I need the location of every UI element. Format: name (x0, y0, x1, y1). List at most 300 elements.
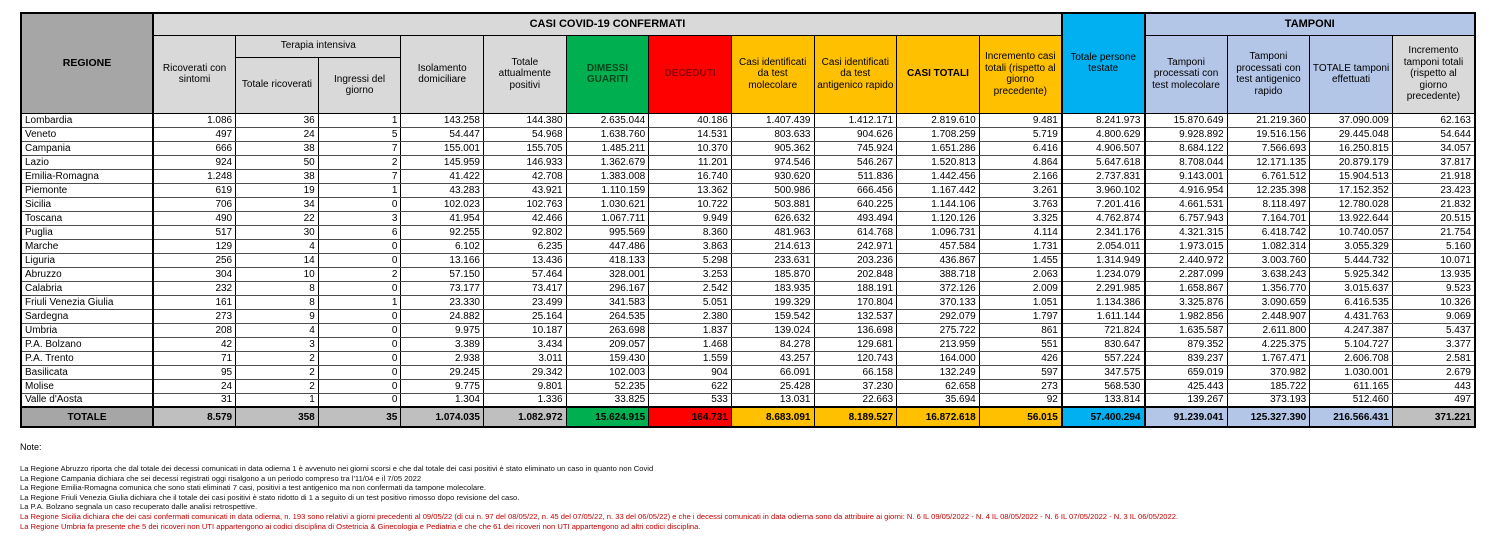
header-casi-test-antigenico: Casi identificati da test antigenico rapido (814, 35, 897, 113)
cell: 5 (318, 127, 401, 141)
cell: 546.267 (814, 155, 897, 169)
table-row (21, 127, 1475, 141)
region-name: Marche (21, 239, 153, 253)
cell: 9.775 (401, 379, 484, 393)
cell: 557.224 (1062, 351, 1145, 365)
cell: 8.118.497 (1227, 197, 1310, 211)
cell: 2.287.099 (1145, 267, 1228, 281)
cell: 974.546 (731, 155, 814, 169)
cell: 0 (318, 281, 401, 295)
cell: 533 (649, 393, 732, 407)
cell: 24 (153, 379, 236, 393)
cell: 597 (979, 365, 1062, 379)
cell: 35.694 (897, 393, 980, 407)
cell: 159.542 (731, 309, 814, 323)
table-row (21, 379, 1475, 393)
cell: 170.804 (814, 295, 897, 309)
cell: 155.705 (484, 141, 567, 155)
cell: 23.330 (401, 295, 484, 309)
cell: 4.906.507 (1062, 141, 1145, 155)
region-name: Sicilia (21, 197, 153, 211)
cell: 34 (236, 197, 319, 211)
cell: 861 (979, 323, 1062, 337)
cell: 13.362 (649, 183, 732, 197)
cell: 73.177 (401, 281, 484, 295)
cell: 6.235 (484, 239, 567, 253)
cell: 503.881 (731, 197, 814, 211)
cell: 54.447 (401, 127, 484, 141)
cell: 132.249 (897, 365, 980, 379)
region-name: Lombardia (21, 113, 153, 127)
table-row (21, 281, 1475, 295)
cell: 71 (153, 351, 236, 365)
cell: 7.201.416 (1062, 197, 1145, 211)
cell: 13.436 (484, 253, 567, 267)
cell: 24 (236, 127, 319, 141)
cell: 500.986 (731, 183, 814, 197)
header-band-casi-confermati: CASI COVID-19 CONFERMATI (153, 13, 1062, 35)
cell: 66.091 (731, 365, 814, 379)
cell: 0 (318, 351, 401, 365)
cell: 1.708.259 (897, 127, 980, 141)
cell: 21.219.360 (1227, 113, 1310, 127)
cell: 3 (236, 337, 319, 351)
cell: 5.444.732 (1310, 253, 1393, 267)
note-line: La Regione Campania dichiara che sei decessi registrati oggi risalgono a un periodo compreso tra l'11/04 e il 7/05 2022 (20, 473, 422, 483)
cell: 666 (153, 141, 236, 155)
table-row (21, 323, 1475, 337)
cell: 14.531 (649, 127, 732, 141)
cell: 35 (318, 407, 401, 427)
cell: 202.848 (814, 267, 897, 281)
cell: 57.150 (401, 267, 484, 281)
cell: 62.163 (1392, 113, 1475, 127)
covid-regions-table (20, 12, 1476, 428)
cell: 803.633 (731, 127, 814, 141)
cell: 436.867 (897, 253, 980, 267)
cell: 3.638.243 (1227, 267, 1310, 281)
cell: 20.515 (1392, 211, 1475, 225)
note-line: La Regione Sicilia dichiara che dei casi confermati comunicati in data odierna, n. 193 sono relativi a giorni precedenti al 09/05/22 (di cui n. 97 del 08/05/22, n. 45 del 07/05/22, n. 33 del 06/05/22) e che i decessi comunicati in data odierna sono da attribuire ai giorni: N. 6 IL 09/05/2022 - N. 4 IL 08/05/2022 - N. 6 IL 07/05/2022 - N. 3 IL 06/05/2022. (20, 511, 1179, 521)
cell: 622 (649, 379, 732, 393)
cell: 256 (153, 253, 236, 267)
cell: 139.024 (731, 323, 814, 337)
cell: 4.321.315 (1145, 225, 1228, 239)
cell: 1.407.439 (731, 113, 814, 127)
cell: 6.102 (401, 239, 484, 253)
header-ricoverati-con-sintomi: Ricoverati con sintomi (153, 35, 236, 113)
cell: 15.870.649 (1145, 113, 1228, 127)
region-name: Piemonte (21, 183, 153, 197)
cell: 839.237 (1145, 351, 1228, 365)
cell: 273 (153, 309, 236, 323)
cell: 41.954 (401, 211, 484, 225)
cell: 62.658 (897, 379, 980, 393)
cell: 185.722 (1227, 379, 1310, 393)
cell: 16.872.618 (897, 407, 980, 427)
cell: 203.236 (814, 253, 897, 267)
cell: 8.684.122 (1145, 141, 1228, 155)
cell: 304 (153, 267, 236, 281)
cell: 6.416.535 (1310, 295, 1393, 309)
cell: 1.082.314 (1227, 239, 1310, 253)
cell: 372.126 (897, 281, 980, 295)
header-casi-totali: CASI TOTALI (897, 35, 980, 113)
cell: 388.718 (897, 267, 980, 281)
cell: 8.708.044 (1145, 155, 1228, 169)
cell: 4 (236, 239, 319, 253)
cell: 0 (318, 197, 401, 211)
region-name: Molise (21, 379, 153, 393)
cell: 43.921 (484, 183, 567, 197)
cell: 42 (153, 337, 236, 351)
cell: 31 (153, 393, 236, 407)
cell: 233.631 (731, 253, 814, 267)
cell: 1.485.211 (566, 141, 649, 155)
cell: 136.698 (814, 323, 897, 337)
cell: 512.460 (1310, 393, 1393, 407)
cell: 10.187 (484, 323, 567, 337)
cell: 5.051 (649, 295, 732, 309)
header-deceduti: DECEDUTI (649, 35, 732, 113)
cell: 1.082.972 (484, 407, 567, 427)
cell: 0 (318, 337, 401, 351)
cell: 1.030.621 (566, 197, 649, 211)
cell: 34.057 (1392, 141, 1475, 155)
cell: 447.486 (566, 239, 649, 253)
region-name: Valle d'Aosta (21, 393, 153, 407)
cell: 2 (236, 379, 319, 393)
cell: 1.468 (649, 337, 732, 351)
cell: 640.225 (814, 197, 897, 211)
cell: 1.134.386 (1062, 295, 1145, 309)
cell: 42.708 (484, 169, 567, 183)
cell: 706 (153, 197, 236, 211)
cell: 38 (236, 141, 319, 155)
cell: 3.377 (1392, 337, 1475, 351)
cell: 995.569 (566, 225, 649, 239)
cell: 370.982 (1227, 365, 1310, 379)
header-casi-test-molecolare: Casi identificati da test molecolare (731, 35, 814, 113)
cell: 4.661.531 (1145, 197, 1228, 211)
cell: 1.304 (401, 393, 484, 407)
cell: 4.800.629 (1062, 127, 1145, 141)
header-totale-persone-testate: Totale persone testate (1062, 13, 1145, 113)
cell: 3.011 (484, 351, 567, 365)
cell: 5.298 (649, 253, 732, 267)
cell: 614.768 (814, 225, 897, 239)
cell: 1.982.856 (1145, 309, 1228, 323)
cell: 155.001 (401, 141, 484, 155)
cell: 9 (236, 309, 319, 323)
cell: 25.164 (484, 309, 567, 323)
table-row (21, 197, 1475, 211)
cell: 29.445.048 (1310, 127, 1393, 141)
cell: 188.191 (814, 281, 897, 295)
cell: 1.797 (979, 309, 1062, 323)
cell: 57.400.294 (1062, 407, 1145, 427)
cell: 4.225.375 (1227, 337, 1310, 351)
cell: 2 (236, 351, 319, 365)
region-name: Friuli Venezia Giulia (21, 295, 153, 309)
table-body (21, 113, 1475, 427)
region-name: Umbria (21, 323, 153, 337)
cell: 159.430 (566, 351, 649, 365)
cell: 666.456 (814, 183, 897, 197)
header-band-tamponi: TAMPONI (1145, 13, 1476, 35)
cell: 3.863 (649, 239, 732, 253)
header-terapia-intensiva: Terapia intensiva (236, 35, 401, 57)
cell: 12.171.135 (1227, 155, 1310, 169)
cell: 4.916.954 (1145, 183, 1228, 197)
cell: 2.009 (979, 281, 1062, 295)
cell: 1.234.079 (1062, 267, 1145, 281)
cell: 3.015.637 (1310, 281, 1393, 295)
region-name: Veneto (21, 127, 153, 141)
region-name: Basilicata (21, 365, 153, 379)
cell: 341.583 (566, 295, 649, 309)
notes-title: Note: (20, 442, 42, 452)
cell: 214.613 (731, 239, 814, 253)
cell: 3 (318, 211, 401, 225)
cell: 30 (236, 225, 319, 239)
notes-section (20, 442, 1475, 531)
cell: 7.566.693 (1227, 141, 1310, 155)
cell: 1.051 (979, 295, 1062, 309)
cell: 23.423 (1392, 183, 1475, 197)
cell: 721.824 (1062, 323, 1145, 337)
cell: 19 (236, 183, 319, 197)
header-totale-ricoverati: Totale ricoverati (236, 57, 319, 113)
table-row (21, 267, 1475, 281)
header-regione: REGIONE (21, 13, 153, 113)
cell: 1.731 (979, 239, 1062, 253)
cell: 490 (153, 211, 236, 225)
cell: 66.158 (814, 365, 897, 379)
cell: 264.535 (566, 309, 649, 323)
cell: 129.681 (814, 337, 897, 351)
cell: 13.166 (401, 253, 484, 267)
cell: 7 (318, 169, 401, 183)
cell: 830.647 (1062, 337, 1145, 351)
cell: 3.389 (401, 337, 484, 351)
header-isolamento-domiciliare: Isolamento domiciliare (401, 35, 484, 113)
cell: 9.143.001 (1145, 169, 1228, 183)
cell: 24.882 (401, 309, 484, 323)
cell: 242.971 (814, 239, 897, 253)
cell: 29.342 (484, 365, 567, 379)
cell: 2.635.044 (566, 113, 649, 127)
cell: 25.428 (731, 379, 814, 393)
cell: 5.719 (979, 127, 1062, 141)
cell: 19.516.156 (1227, 127, 1310, 141)
cell: 1.314.949 (1062, 253, 1145, 267)
cell: 930.620 (731, 169, 814, 183)
cell: 9.481 (979, 113, 1062, 127)
header-tamponi-molecolare: Tamponi processati con test molecolare (1145, 35, 1228, 113)
cell: 42.466 (484, 211, 567, 225)
cell: 8.579 (153, 407, 236, 427)
table-row (21, 309, 1475, 323)
cell: 371.221 (1392, 407, 1475, 427)
cell: 2 (236, 365, 319, 379)
region-name: Campania (21, 141, 153, 155)
cell: 481.963 (731, 225, 814, 239)
table-row (21, 239, 1475, 253)
cell: 43.257 (731, 351, 814, 365)
cell: 2.938 (401, 351, 484, 365)
header-ingressi-del-giorno: Ingressi del giorno (318, 57, 401, 113)
cell: 16.250.815 (1310, 141, 1393, 155)
cell: 4.247.387 (1310, 323, 1393, 337)
cell: 10.370 (649, 141, 732, 155)
cell: 54.968 (484, 127, 567, 141)
cell: 4.114 (979, 225, 1062, 239)
cell: 2 (318, 155, 401, 169)
cell: 1.658.867 (1145, 281, 1228, 295)
cell: 129 (153, 239, 236, 253)
cell: 50 (236, 155, 319, 169)
cell: 1.638.760 (566, 127, 649, 141)
cell: 568.530 (1062, 379, 1145, 393)
cell: 143.258 (401, 113, 484, 127)
cell: 1.455 (979, 253, 1062, 267)
cell: 1.973.015 (1145, 239, 1228, 253)
cell: 1.074.035 (401, 407, 484, 427)
cell: 6.416 (979, 141, 1062, 155)
cell: 10.740.057 (1310, 225, 1393, 239)
cell: 95 (153, 365, 236, 379)
cell: 164.731 (649, 407, 732, 427)
cell: 37.090.009 (1310, 113, 1393, 127)
cell: 13.935 (1392, 267, 1475, 281)
cell: 21.918 (1392, 169, 1475, 183)
cell: 1.635.587 (1145, 323, 1228, 337)
cell: 0 (318, 365, 401, 379)
cell: 0 (318, 309, 401, 323)
cell: 56.015 (979, 407, 1062, 427)
note-line: La Regione Emilia-Romagna comunica che sono stati eliminati 7 casi, positivi a test antigenico ma non confermati da tampone molecolare. (20, 483, 486, 493)
table-row (21, 113, 1475, 127)
header-totale-tamponi: TOTALE tamponi effettuati (1310, 35, 1393, 113)
notes-list (20, 464, 1475, 531)
cell: 659.019 (1145, 365, 1228, 379)
region-name: P.A. Bolzano (21, 337, 153, 351)
table-row (21, 225, 1475, 239)
cell: 199.329 (731, 295, 814, 309)
cell: 0 (318, 393, 401, 407)
cell: 3.325 (979, 211, 1062, 225)
cell: 20.879.179 (1310, 155, 1393, 169)
cell: 36 (236, 113, 319, 127)
table-row (21, 365, 1475, 379)
cell: 5.647.618 (1062, 155, 1145, 169)
cell: 33.825 (566, 393, 649, 407)
cell: 41.422 (401, 169, 484, 183)
cell: 16.740 (649, 169, 732, 183)
region-name: Sardegna (21, 309, 153, 323)
cell: 2.819.610 (897, 113, 980, 127)
cell: 296.167 (566, 281, 649, 295)
cell: 7.164.701 (1227, 211, 1310, 225)
table-header (21, 13, 1475, 113)
cell: 183.935 (731, 281, 814, 295)
header-incremento-casi: Incremento casi totali (rispetto al giorno precedente) (979, 35, 1062, 113)
cell: 1 (318, 113, 401, 127)
cell: 102.023 (401, 197, 484, 211)
cell: 9.069 (1392, 309, 1475, 323)
table-row (21, 295, 1475, 309)
cell: 4.431.763 (1310, 309, 1393, 323)
table-row (21, 351, 1475, 365)
region-name: Calabria (21, 281, 153, 295)
cell: 10.071 (1392, 253, 1475, 267)
cell: 0 (318, 379, 401, 393)
cell: 497 (1392, 393, 1475, 407)
cell: 1 (236, 393, 319, 407)
cell: 1 (318, 183, 401, 197)
cell: 120.743 (814, 351, 897, 365)
cell: 132.537 (814, 309, 897, 323)
cell: 3.003.760 (1227, 253, 1310, 267)
cell: 10 (236, 267, 319, 281)
cell: 0 (318, 323, 401, 337)
cell: 8.189.527 (814, 407, 897, 427)
cell: 9.928.892 (1145, 127, 1228, 141)
cell: 1.362.679 (566, 155, 649, 169)
cell: 145.959 (401, 155, 484, 169)
cell: 8.360 (649, 225, 732, 239)
cell: 92.802 (484, 225, 567, 239)
cell: 1.144.106 (897, 197, 980, 211)
table-row (21, 155, 1475, 169)
cell: 2.737.831 (1062, 169, 1145, 183)
cell: 29.245 (401, 365, 484, 379)
cell: 5.925.342 (1310, 267, 1393, 281)
total-label: TOTALE (21, 407, 153, 427)
cell: 3.261 (979, 183, 1062, 197)
cell: 2.448.907 (1227, 309, 1310, 323)
cell: 15.904.513 (1310, 169, 1393, 183)
cell: 2.611.800 (1227, 323, 1310, 337)
cell: 9.975 (401, 323, 484, 337)
table-row (21, 253, 1475, 267)
cell: 1.067.711 (566, 211, 649, 225)
cell: 209.057 (566, 337, 649, 351)
cell: 38 (236, 169, 319, 183)
table-row (21, 337, 1475, 351)
cell: 102.003 (566, 365, 649, 379)
header-incremento-tamponi: Incremento tamponi totali (rispetto al giorno precedente) (1392, 35, 1475, 113)
cell: 40.186 (649, 113, 732, 127)
cell: 0 (318, 253, 401, 267)
cell: 213.959 (897, 337, 980, 351)
table-row (21, 183, 1475, 197)
total-row (21, 407, 1475, 427)
cell: 4.762.874 (1062, 211, 1145, 225)
cell: 1 (318, 295, 401, 309)
cell: 102.763 (484, 197, 567, 211)
cell: 52.235 (566, 379, 649, 393)
cell: 904.626 (814, 127, 897, 141)
cell: 1.167.442 (897, 183, 980, 197)
cell: 2.581 (1392, 351, 1475, 365)
region-name: Abruzzo (21, 267, 153, 281)
region-name: Toscana (21, 211, 153, 225)
cell: 57.464 (484, 267, 567, 281)
cell: 745.924 (814, 141, 897, 155)
cell: 2 (318, 267, 401, 281)
